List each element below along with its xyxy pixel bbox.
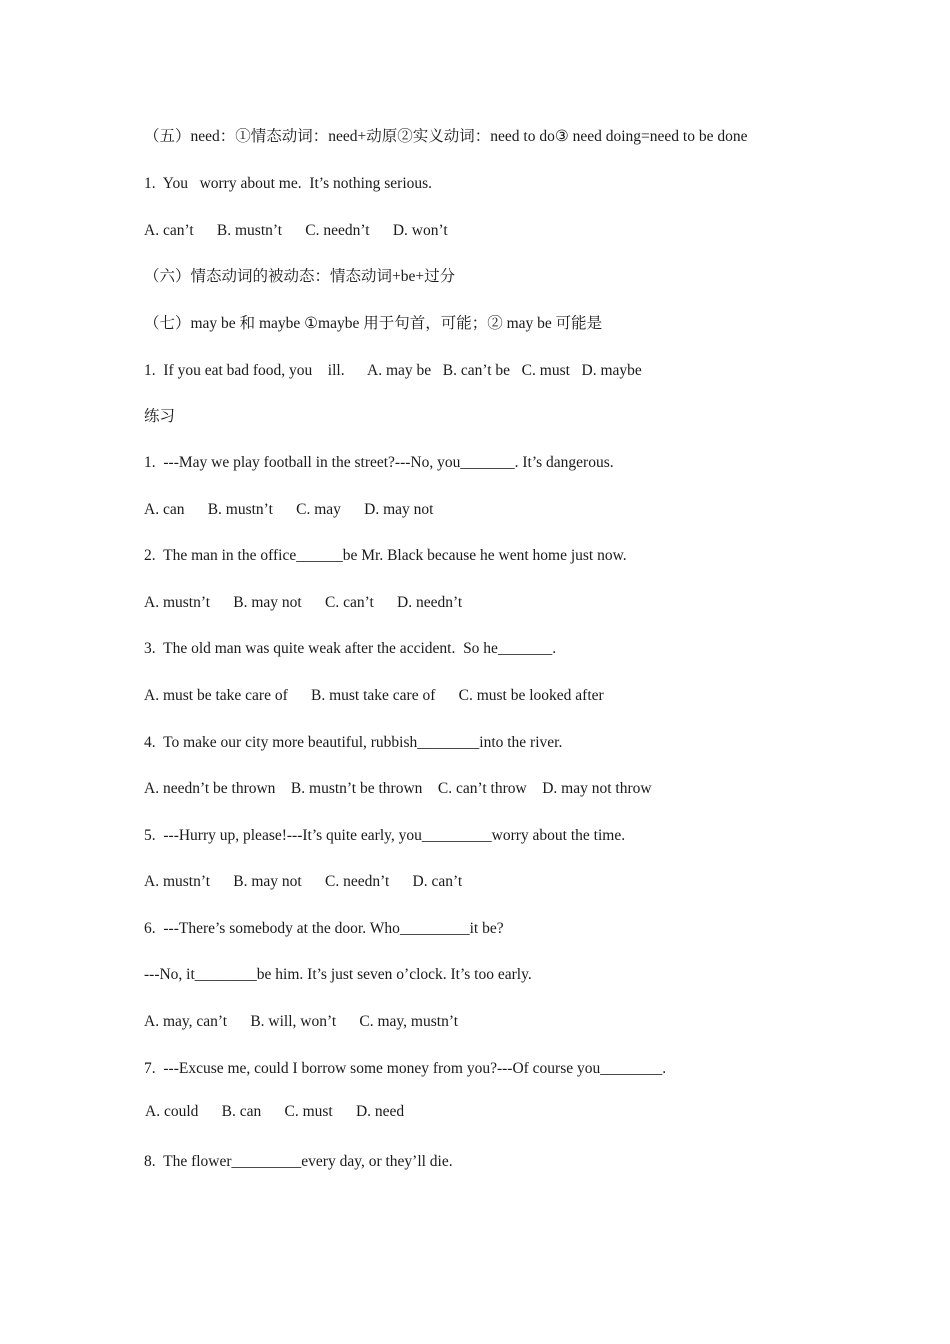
question-line: 1. ---May we play football in the street?---No, you_______. It’s dangerous. xyxy=(144,454,614,471)
question-line: 8. The flower_________every day, or they’ll die. xyxy=(144,1153,453,1170)
question-line: 1. If you eat bad food, you ill. A. may be B. can’t be C. must D. maybe xyxy=(144,362,642,379)
section-passive-heading: （六）情态动词的被动态：情态动词+be+过分 xyxy=(144,268,456,285)
question-line: 4. To make our city more beautiful, rubbish________into the river. xyxy=(144,734,563,751)
options-line: A. needn’t be thrown B. mustn’t be thrown C. can’t throw D. may not throw xyxy=(144,780,652,797)
options-line: A. may, can’t B. will, won’t C. may, mustn’t xyxy=(144,1013,459,1030)
options-line: A. could B. can C. must D. need xyxy=(145,1103,405,1120)
question-line: 7. ---Excuse me, could I borrow some money from you?---Of course you________. xyxy=(144,1060,667,1077)
question-line: 1. You worry about me. It’s nothing serious. xyxy=(144,175,433,192)
options-line: A. must be take care of B. must take care of C. must be looked after xyxy=(144,687,604,704)
options-line: A. mustn’t B. may not C. needn’t D. can’t xyxy=(144,873,463,890)
section-need-heading: （五）need：①情态动词：need+动原②实义动词：need to do③ need doing=need to be done xyxy=(144,128,748,145)
question-line: 2. The man in the office______be Mr. Black because he went home just now. xyxy=(144,547,627,564)
options-line: A. can B. mustn’t C. may D. may not xyxy=(144,501,434,518)
section-maybe-heading: （七）may be 和 maybe ①maybe 用于句首，可能；② may be 可能是 xyxy=(144,315,603,332)
answer-line: ---No, it________be him. It’s just seven o’clock. It’s too early. xyxy=(144,966,532,983)
options-line: A. can’t B. mustn’t C. needn’t D. won’t xyxy=(144,222,448,239)
question-line: 6. ---There’s somebody at the door. Who_________it be? xyxy=(144,920,504,937)
question-line: 3. The old man was quite weak after the accident. So he_______. xyxy=(144,640,557,657)
question-line: 5. ---Hurry up, please!---It’s quite early, you_________worry about the time. xyxy=(144,827,626,844)
practice-heading: 练习 xyxy=(144,408,176,425)
options-line: A. mustn’t B. may not C. can’t D. needn’t xyxy=(144,594,463,611)
